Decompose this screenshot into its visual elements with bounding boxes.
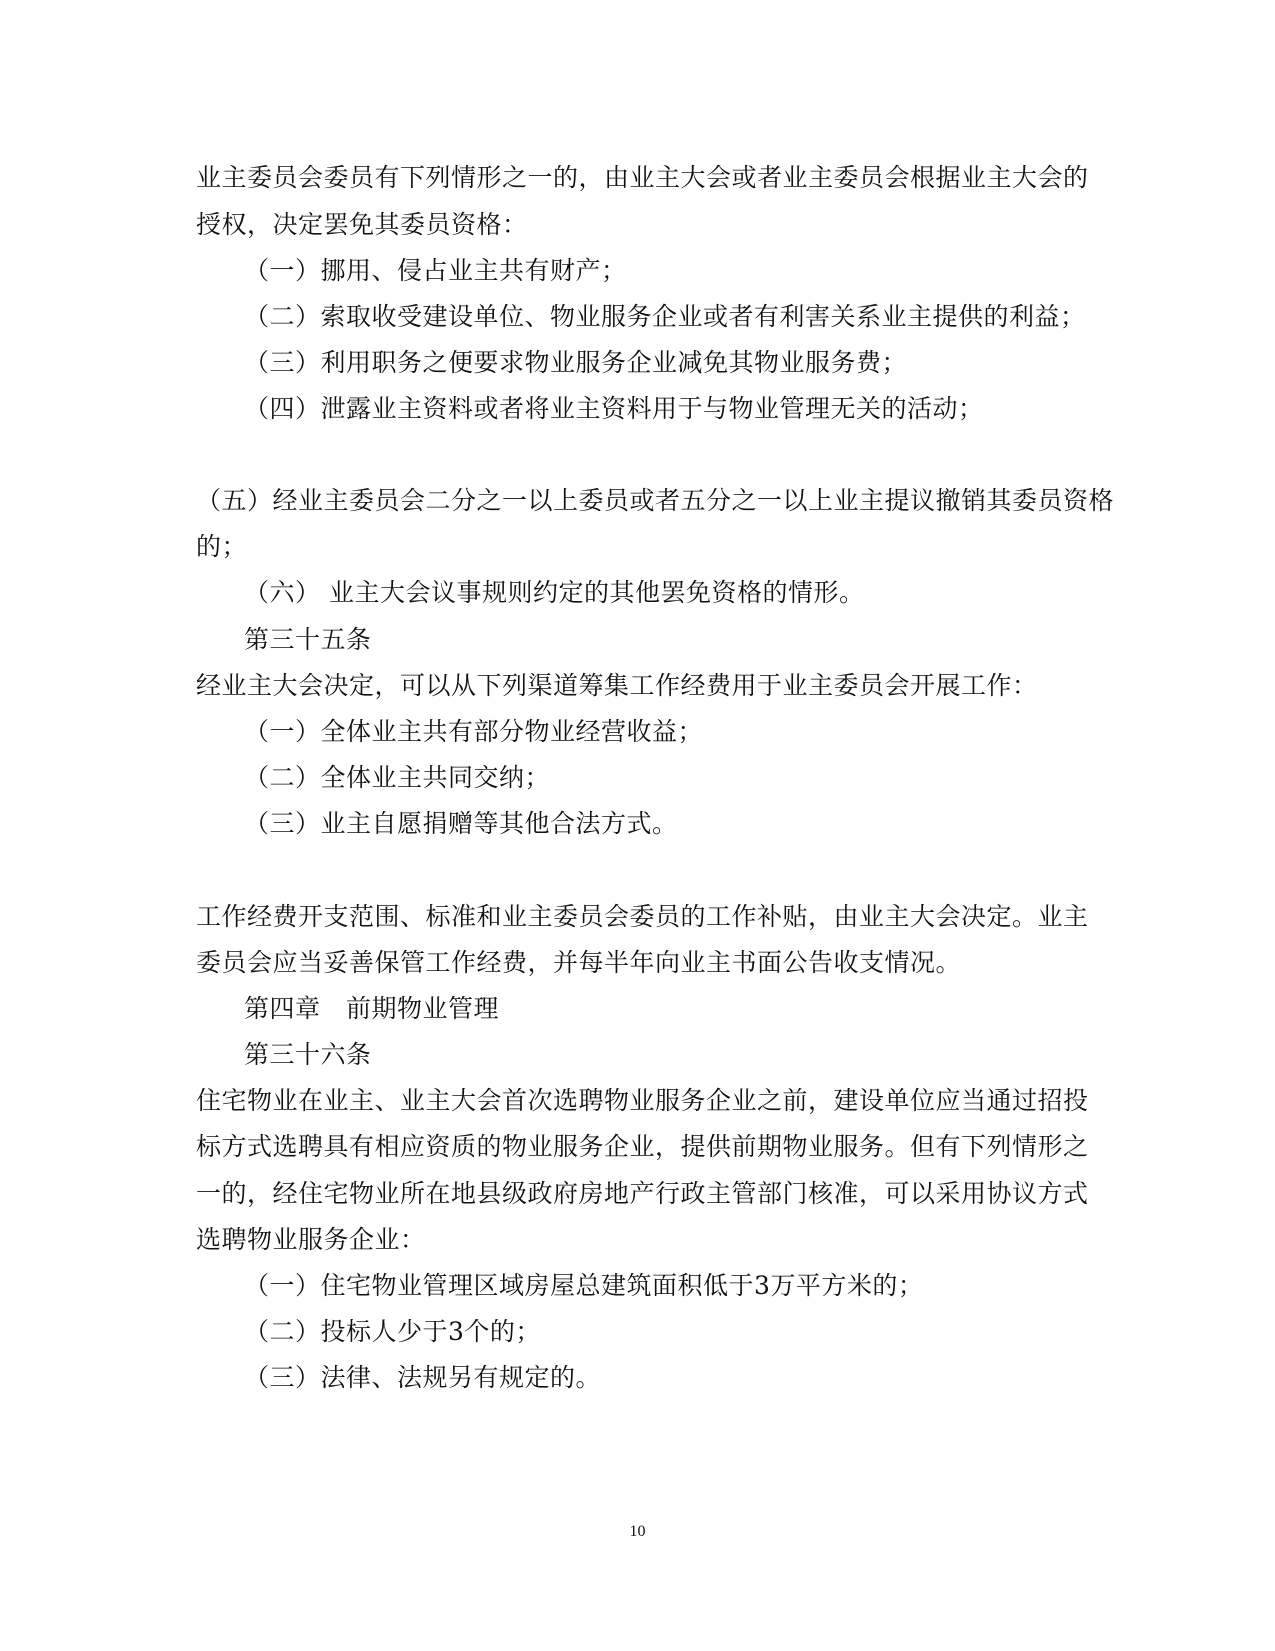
page-number: 10 [629,1523,646,1540]
text-line: 业主委员会委员有下列情形之一的，由业主大会或者业主委员会根据业主大会的 [196,163,1089,192]
text-line: 选聘物业服务企业： [196,1225,426,1254]
list-item: （二）全体业主共同交纳； [244,763,551,792]
list-item: （一）住宅物业管理区域房屋总建筑面积低于3万平方米的； [244,1271,924,1300]
text-line: 住宅物业在业主、业主大会首次选聘物业服务企业之前，建设单位应当通过招投 [196,1086,1089,1115]
text-line: 标方式选聘具有相应资质的物业服务企业，提供前期物业服务。但有下列情形之 [196,1132,1089,1161]
list-item: （四）泄露业主资料或者将业主资料用于与物业管理无关的活动； [244,394,984,423]
text-line: 委员会应当妥善保管工作经费，并每半年向业主书面公告收支情况。 [196,948,962,977]
list-item: （一）全体业主共有部分物业经营收益； [244,717,704,746]
article-heading: 第三十五条 [244,625,372,654]
list-item: （一）挪用、侵占业主共有财产； [244,256,627,285]
chapter-heading: 第四章 前期物业管理 [244,994,500,1023]
list-item: （二）投标人少于3个的； [244,1317,541,1346]
text-line: 经业主大会决定，可以从下列渠道筹集工作经费用于业主委员会开展工作： [196,671,1038,700]
text-line: 工作经费开支范围、标准和业主委员会委员的工作补贴，由业主大会决定。业主 [196,902,1089,931]
text-line: 一的，经住宅物业所在地县级政府房地产行政主管部门核准，可以采用协议方式 [196,1179,1089,1208]
list-item: （三）法律、法规另有规定的。 [244,1363,602,1392]
list-item: （二）索取收受建设单位、物业服务企业或者有利害关系业主提供的利益； [244,302,1086,331]
text-line: 授权，决定罢免其委员资格： [196,210,528,239]
list-item: （三）利用职务之便要求物业服务企业减免其物业服务费； [244,348,908,377]
list-item: （六） 业主大会议事规则约定的其他罢免资格的情形。 [244,578,865,607]
article-heading: 第三十六条 [244,1040,372,1069]
list-item: （三）业主自愿捐赠等其他合法方式。 [244,809,678,838]
text-line: 的； [196,532,248,561]
text-line: （五）经业主委员会二分之一以上委员或者五分之一以上业主提议撤销其委员资格 [196,486,1115,515]
